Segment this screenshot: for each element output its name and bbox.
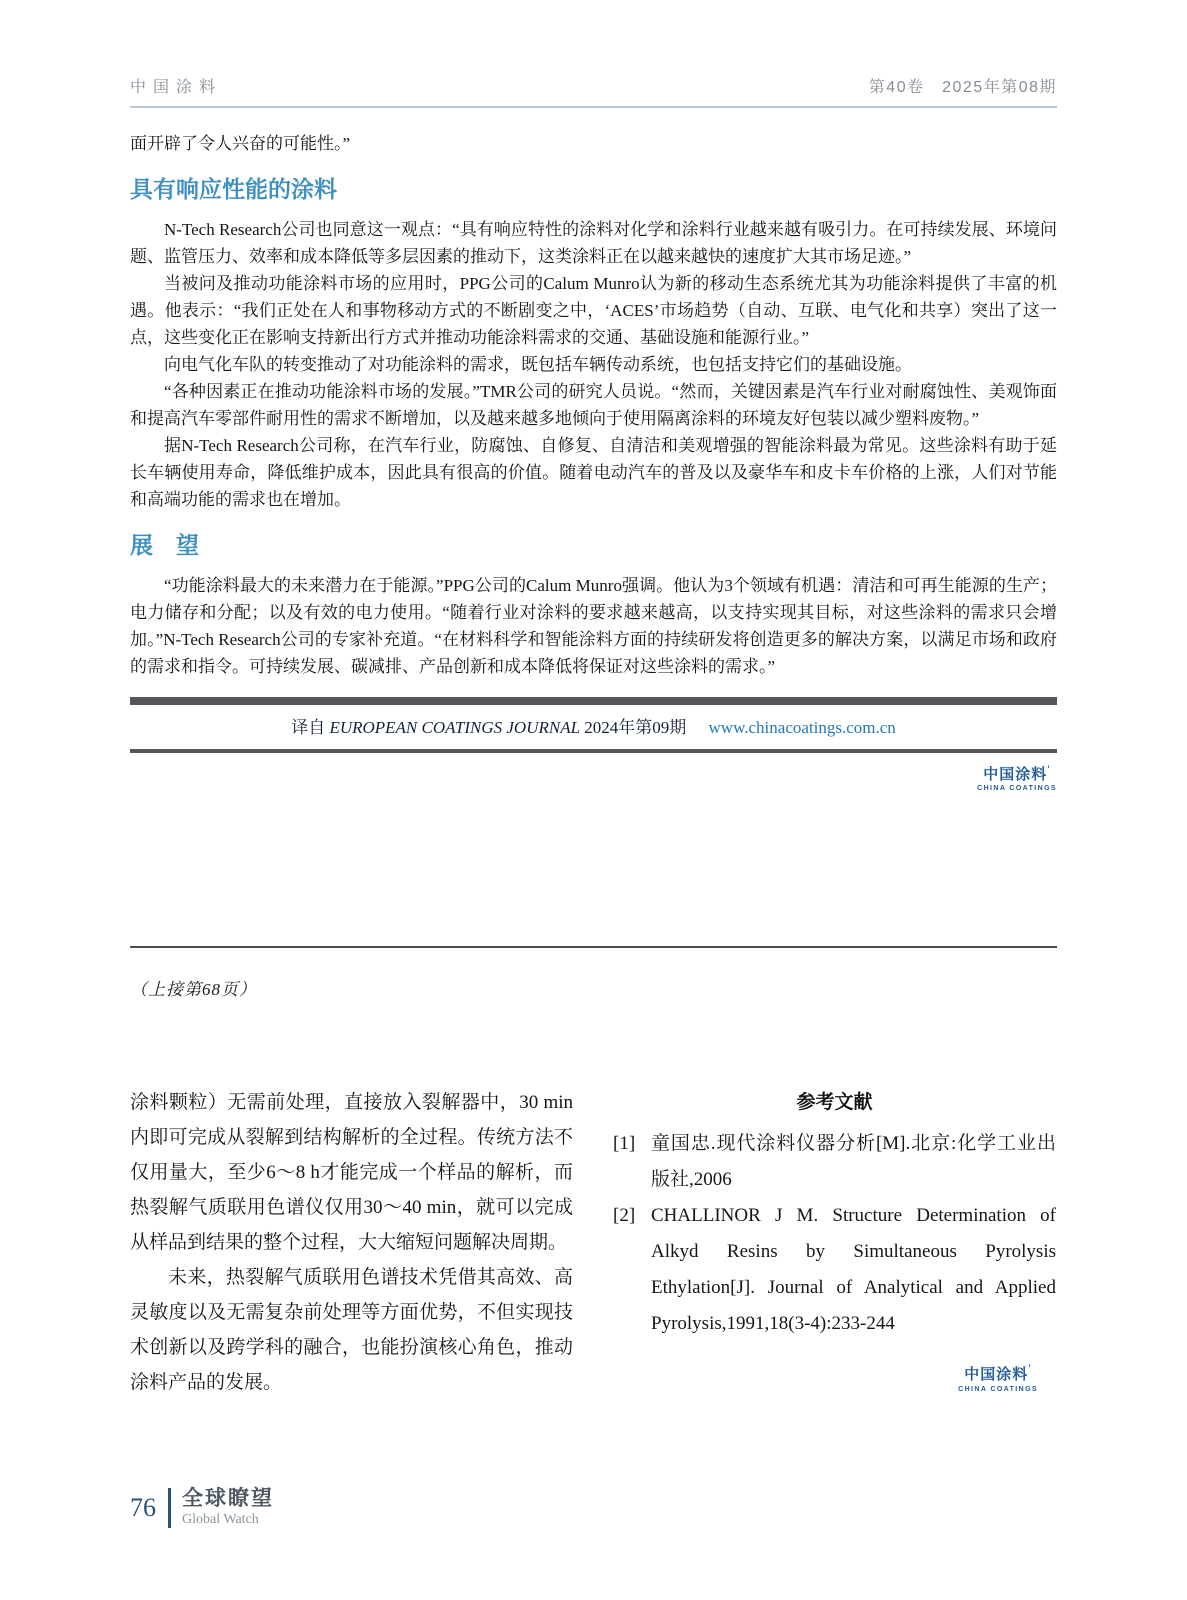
attribution-line	[130, 705, 1057, 749]
reference-text: 童国忠.现代涂料仪器分析[M].北京:化学工业出版社,2006	[651, 1133, 1056, 1190]
paragraph: 涂料颗粒）无需前处理，直接放入裂解器中，30 min内即可完成从裂解到结构解析的全过程。传统方法不仅用量大，至少6～8 h才能完成一个样品的解析，而热裂解气质联用色谱仪仅用30～40 min，就可以完成从样品到结果的整个过程，大大缩短问题解决周期。	[130, 1092, 573, 1253]
journal-name: 中国涂料	[130, 79, 223, 96]
section-divider	[130, 946, 1057, 948]
paragraph: “各种因素正在推动功能涂料市场的发展。”TMR公司的研究人员说。“然而，关键因素是汽车行业对耐腐蚀性、美观饰面和提高汽车零部件耐用性的需求不断增加，以及越来越多地倾向于使用隔离涂料的环境友好包装以减少塑料废物。”	[130, 382, 1057, 428]
source-url-link[interactable]: www.chinacoatings.com.cn	[708, 718, 896, 737]
logo-en-text: CHINA COATINGS	[977, 785, 1057, 792]
reference-item	[613, 1126, 1056, 1198]
running-header	[130, 74, 1057, 108]
paragraph: N-Tech Research公司也同意这一观点：“具有响应特性的涂料对化学和涂料行业越来越有吸引力。在可持续发展、环境问题、监管压力、效率和成本降低等多层因素的推动下，这类涂料正在以越来越快的速度扩大其市场足迹。”	[130, 220, 1057, 266]
paragraph: 当被问及推动功能涂料市场的应用时，PPG公司的Calum Munro认为新的移动生态系统尤其为功能涂料提供了丰富的机遇。他表示：“我们正处在人和事物移动方式的不断剧变之中，‘ACES’市场趋势（自动、互联、电气化和共享）突出了这一点，这些变化正在影响支持新出行方式并推动功能涂料需求的交通、基础设施和能源行业。”	[130, 274, 1057, 347]
attribution-rule-top	[130, 697, 1057, 705]
continued-article	[130, 1085, 1057, 1403]
left-column	[130, 1085, 573, 1403]
logo-en-text: CHINA COATINGS	[958, 1386, 1038, 1393]
page-footer	[130, 1487, 274, 1528]
logo-row	[130, 765, 1057, 798]
attribution-strip	[130, 697, 1057, 753]
source-issue: 2024年第09期	[584, 718, 687, 737]
translation-prefix: 译自	[291, 718, 326, 737]
issue-info: 第40卷 2025年第08期	[868, 79, 1057, 96]
paragraph: 未来，热裂解气质联用色谱技术凭借其高效、高灵敏度以及无需复杂前处理等方面优势，不但实现技术创新以及跨学科的融合，也能扮演核心角色，推动涂料产品的发展。	[130, 1267, 573, 1393]
china-coatings-logo	[977, 765, 1057, 792]
logo-cn-text: 中国涂料’	[983, 764, 1051, 783]
paragraph: 向电气化车队的转变推动了对功能涂料的需求，既包括车辆传动系统，也包括支持它们的基础设施。	[164, 355, 912, 374]
continuation-note: （上接第68页）	[130, 980, 257, 999]
source-journal-name: EUROPEAN COATINGS JOURNAL	[329, 718, 581, 737]
reference-marker: [2]	[613, 1205, 636, 1226]
column-title-cn: 全球瞭望	[182, 1487, 274, 1510]
right-column	[613, 1085, 1056, 1403]
china-coatings-logo	[958, 1364, 1038, 1393]
logo-trademark: ’	[1028, 1363, 1032, 1373]
attribution-rule-bottom	[130, 749, 1057, 753]
footer-column-title	[182, 1487, 274, 1528]
reference-marker: [1]	[613, 1133, 636, 1154]
column-title-en: Global Watch	[182, 1512, 259, 1527]
paragraph: 据N-Tech Research公司称，在汽车行业，防腐蚀、自修复、自清洁和美观增强的智能涂料最为常见。这些涂料有助于延长车辆使用寿命，降低维护成本，因此具有很高的价值。随着电动汽车的普及以及豪华车和皮卡车价格的上涨，人们对节能和高端功能的需求也在增加。	[130, 436, 1057, 509]
footer-divider-bar	[168, 1488, 171, 1528]
paragraph: “功能涂料最大的未来潜力在于能源。”PPG公司的Calum Munro强调。他认为3个领域有机遇：清洁和可再生能源的生产；电力储存和分配；以及有效的电力使用。“随着行业对涂料的要求越来越高，以支持实现其目标，对这些涂料的需求只会增加。”N-Tech Research公司的专家补充道。“在材料科学和智能涂料方面的持续研发将创造更多的解决方案，以满足市场和政府的需求和指令。可持续发展、碳减排、产品创新和成本降低将保证对这些涂料的需求。”	[130, 576, 1057, 676]
logo-trademark: ’	[1047, 764, 1051, 774]
section-heading-outlook: 展 望	[130, 532, 199, 558]
reference-item	[613, 1198, 1056, 1342]
logo-row	[613, 1364, 1056, 1403]
references-heading: 参考文献	[796, 1092, 873, 1113]
continuation-paragraph: 面开辟了令人兴奋的可能性。”	[130, 134, 351, 153]
article-main	[130, 130, 1057, 798]
page-number: 76	[130, 1492, 156, 1522]
section-heading-responsive-coatings: 具有响应性能的涂料	[130, 176, 337, 202]
logo-cn-text: 中国涂料’	[964, 1363, 1032, 1383]
reference-text: CHALLINOR J M. Structure Determination of Alkyd Resins by Simultaneous Pyrolysis Ethylation[J]. Journal of Analytical and Applied Pyrolysis,1991,18(3-4):233-244	[651, 1205, 1056, 1334]
